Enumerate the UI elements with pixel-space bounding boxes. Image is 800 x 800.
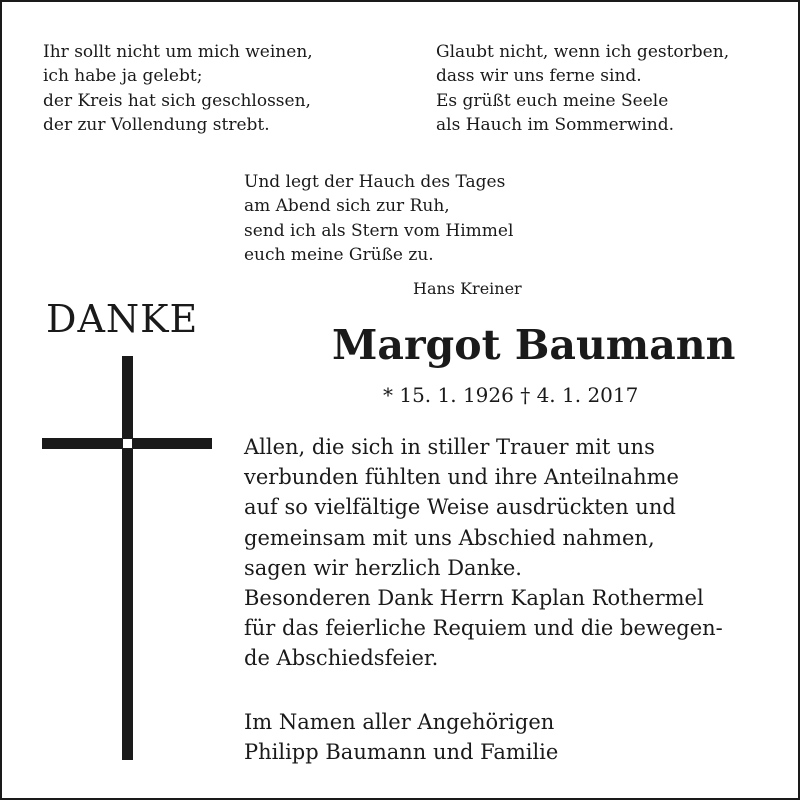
- deceased-name: Margot Baumann: [332, 321, 736, 369]
- thank-you-message: [244, 432, 723, 674]
- message-line: für das feierliche Requiem und die bewegen-: [244, 616, 723, 641]
- message-line: de Abschiedsfeier.: [244, 646, 439, 671]
- poem-line: Glaubt nicht, wenn ich gestorben,: [436, 42, 730, 62]
- poem-line: ich habe ja gelebt;: [43, 66, 203, 87]
- life-dates: * 15. 1. 1926 † 4. 1. 2017: [383, 383, 639, 407]
- poem-line: als Hauch im Sommerwind.: [436, 114, 674, 135]
- poem-line: Und legt der Hauch des Tages: [244, 172, 506, 192]
- message-line: sagen wir herzlich Danke.: [244, 555, 522, 580]
- poem-stanza-center: [244, 170, 513, 267]
- poem-stanza-right: [436, 40, 729, 137]
- signoff: [244, 707, 558, 767]
- poem-line: dass wir uns ferne sind.: [436, 66, 642, 87]
- poem-author: Hans Kreiner: [413, 279, 522, 298]
- poem-line: der zur Vollendung strebt.: [43, 114, 270, 135]
- message-line: gemeinsam mit uns Abschied nahmen,: [244, 525, 655, 550]
- cross-icon: [42, 356, 212, 764]
- poem-line: Es grüßt euch meine Seele: [436, 90, 669, 111]
- signoff-line: Philipp Baumann und Familie: [244, 740, 559, 765]
- message-line: auf so vielfältige Weise ausdrückten und: [244, 495, 676, 520]
- poem-line: am Abend sich zur Ruh,: [244, 196, 450, 217]
- message-line: Allen, die sich in stiller Trauer mit uns: [244, 435, 655, 459]
- poem-line: send ich als Stern vom Himmel: [244, 220, 514, 241]
- poem-line: Ihr sollt nicht um mich weinen,: [43, 42, 313, 62]
- message-line: verbunden fühlten und ihre Anteilnahme: [244, 465, 679, 490]
- danke-heading: DANKE: [46, 297, 199, 341]
- poem-stanza-left: [43, 40, 313, 137]
- poem-line: euch meine Grüße zu.: [244, 244, 434, 265]
- poem-line: der Kreis hat sich geschlossen,: [43, 90, 311, 111]
- signoff-line: Im Namen aller Angehörigen: [244, 710, 555, 734]
- message-line: Besonderen Dank Herrn Kaplan Rothermel: [244, 586, 704, 611]
